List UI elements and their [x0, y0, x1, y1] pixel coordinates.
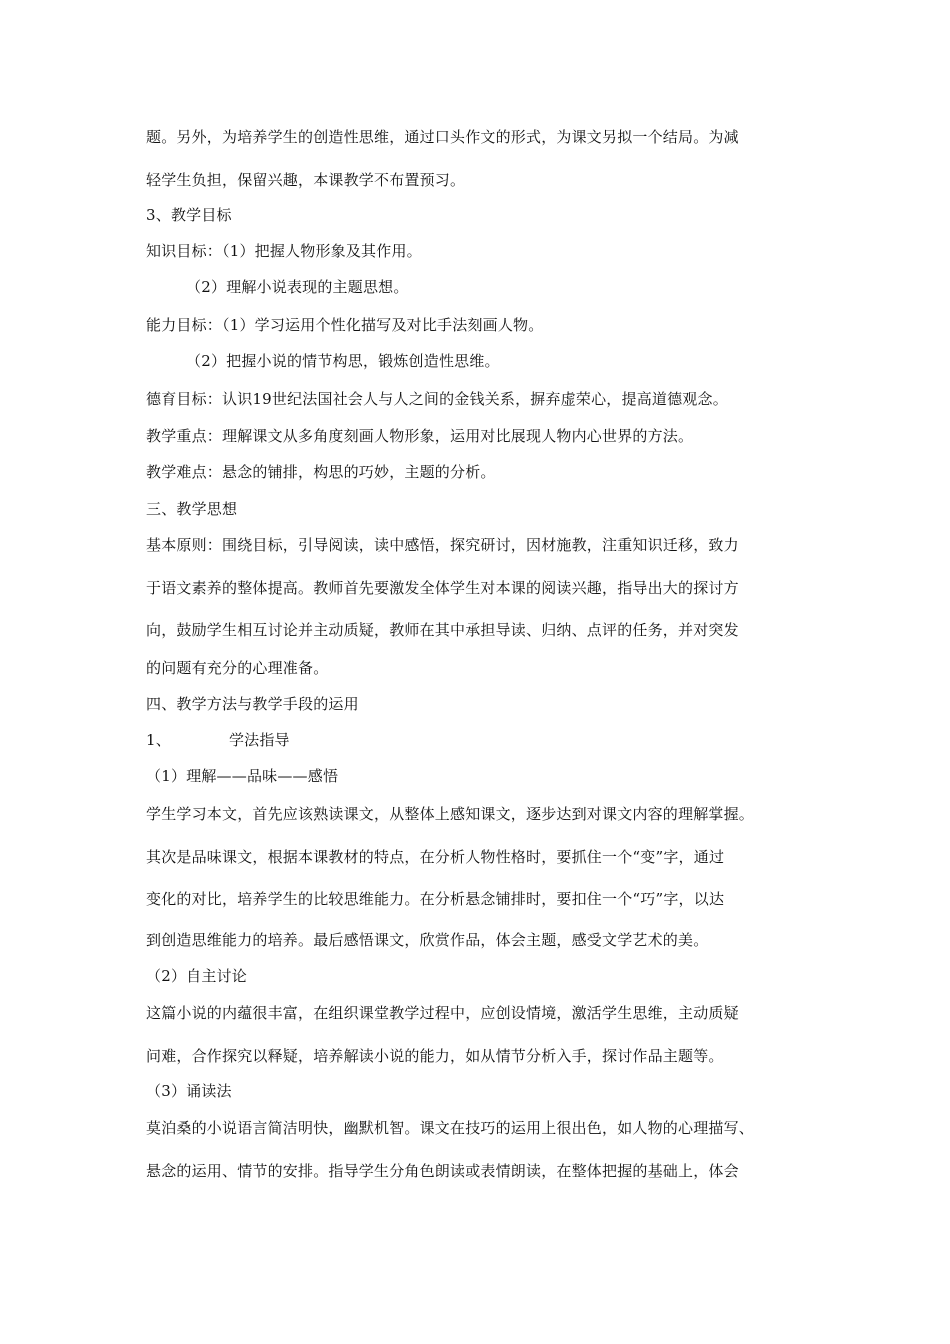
- paragraph-line: 向，鼓励学生相互讨论并主动质疑，教师在其中承担导读、归纳、点评的任务，并对突发: [146, 621, 739, 639]
- paragraph-line: 于语文素养的整体提高。教师首先要激发全体学生对本课的阅读兴趣，指导出大的探讨方: [146, 579, 739, 597]
- paragraph-line: 教学重点：理解课文从多角度刻画人物形象，运用对比展现人物内心世界的方法。: [146, 427, 694, 445]
- paragraph-line: 到创造思维能力的培养。最后感悟课文，欣赏作品，体会主题，感受文学艺术的美。: [146, 931, 709, 949]
- paragraph-line: （2）把握小说的情节构思，锻炼创造性思维。: [186, 352, 500, 370]
- paragraph-line: 知识目标：（1）把握人物形象及其作用。: [146, 242, 422, 260]
- subsection-heading: （2）自主讨论: [146, 967, 247, 985]
- paragraph-line: 能力目标：（1）学习运用个性化描写及对比手法刻画人物。: [146, 316, 544, 334]
- numbered-heading: [146, 730, 826, 750]
- section-heading: 四、教学方法与教学手段的运用: [146, 695, 359, 713]
- paragraph-line: 教学难点：悬念的铺排，构思的巧妙，主题的分析。: [146, 463, 496, 481]
- paragraph-line: 莫泊桑的小说语言简洁明快，幽默机智。课文在技巧的运用上很出色，如人物的心理描写、: [146, 1119, 755, 1137]
- paragraph-line: 问难，合作探究以释疑，培养解读小说的能力，如从情节分析入手，探讨作品主题等。: [146, 1047, 724, 1065]
- list-heading-text: 学法指导: [228, 731, 290, 749]
- paragraph-line: 悬念的运用、情节的安排。指导学生分角色朗读或表情朗读，在整体把握的基础上，体会: [146, 1162, 739, 1180]
- section-heading: 3、教学目标: [146, 206, 232, 224]
- paragraph-line: 这篇小说的内蕴很丰富，在组织课堂教学过程中，应创设情境，激活学生思维，主动质疑: [146, 1004, 739, 1022]
- list-number: 1、: [146, 731, 171, 749]
- paragraph-line: 德育目标：认识19世纪法国社会人与人之间的金钱关系，摒弃虚荣心，提高道德观念。: [146, 390, 728, 408]
- section-heading: 三、教学思想: [146, 500, 238, 518]
- paragraph-line: 题。另外，为培养学生的创造性思维，通过口头作文的形式，为课文另拟一个结局。为减: [146, 128, 739, 146]
- subsection-heading: （1）理解——品味——感悟: [146, 767, 339, 785]
- paragraph-line: 其次是品味课文，根据本课教材的特点，在分析人物性格时，要抓住一个“变”字，通过: [146, 848, 725, 866]
- paragraph-line: 的问题有充分的心理准备。: [146, 659, 329, 677]
- paragraph-line: （2）理解小说表现的主题思想。: [186, 278, 409, 296]
- paragraph-line: 轻学生负担，保留兴趣，本课教学不布置预习。: [146, 171, 466, 189]
- subsection-heading: （3）诵读法: [146, 1082, 232, 1100]
- paragraph-line: 变化的对比，培养学生的比较思维能力。在分析悬念铺排时，要扣住一个“巧”字，以达: [146, 890, 725, 908]
- paragraph-line: 学生学习本文，首先应该熟读课文，从整体上感知课文，逐步达到对课文内容的理解掌握。: [146, 805, 755, 823]
- paragraph-line: 基本原则：围绕目标，引导阅读，读中感悟，探究研讨，因材施教，注重知识迁移，致力: [146, 536, 739, 554]
